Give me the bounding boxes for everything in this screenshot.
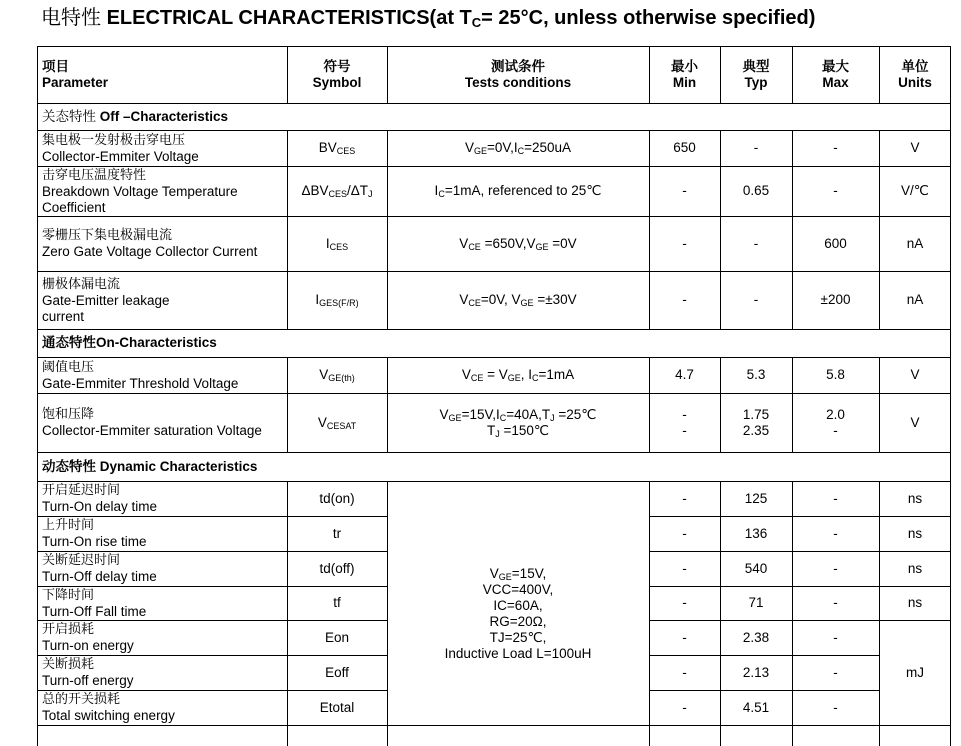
typ-iges: - xyxy=(753,292,759,307)
header-typ: 典型 Typ xyxy=(742,58,770,90)
max-bvces: - xyxy=(833,140,838,155)
unit-ices: nA xyxy=(906,235,924,251)
symbol-dbv: $\Delta BV_{CES}/\Delta T_J$ xyxy=(301,183,373,199)
min-vgeth: 4.7 xyxy=(675,367,694,382)
unit-tdon: ns xyxy=(907,490,923,506)
symbol-etotal: Etotal xyxy=(319,699,355,715)
param-vgeth: 阈值电压 Gate-Emmiter Threshold Voltage xyxy=(42,359,239,391)
symbol-iges: $I_{GES(F/R)}$ xyxy=(315,292,359,308)
param-iges: 栅极体漏电流 Gate-Emitter leakage current xyxy=(42,276,170,324)
min-etotal: - xyxy=(682,699,687,715)
condition-bvces: $V_{GE}=0V,I_C=250uA$ xyxy=(464,140,572,156)
max-vcesat: 2.0 - xyxy=(826,406,845,438)
param-tf: 下降时间 Turn-Off Fall time xyxy=(42,587,147,619)
unit-energy: mJ xyxy=(906,664,924,680)
section-on-characteristics: 通态特性On-Characteristics xyxy=(42,335,217,351)
max-tdon: - xyxy=(833,490,838,506)
param-vcesat: 饱和压降 Collector-Emmiter saturation Voltage xyxy=(42,407,262,438)
header-conditions: 测试条件 Tests conditions xyxy=(464,58,572,90)
max-vgeth: 5.8 xyxy=(826,367,845,382)
condition-iges: $V_{CE}=0V$, $V_{GE} =\pm 30V$ xyxy=(459,292,577,308)
typ-vcesat: 1.75 2.35 xyxy=(742,406,770,438)
max-tf: - xyxy=(833,595,838,610)
symbol-vgeth: $V_{GE(th)}$ xyxy=(319,367,355,383)
symbol-eoff: Eoff xyxy=(325,664,349,680)
page-title: 电特性 ELECTRICAL CHARACTERISTICS(at $T_C= 25^\circ C$, unless otherwise specified) xyxy=(41,5,816,30)
symbol-bvces: $BV_{CES}$ xyxy=(318,140,356,156)
max-iges: ±200 xyxy=(820,292,851,307)
typ-ices: - xyxy=(753,235,759,251)
max-tdoff: - xyxy=(833,560,838,576)
typ-tr: 136 xyxy=(744,525,768,541)
symbol-tdoff: td(off) xyxy=(319,560,355,576)
unit-vcesat: V xyxy=(910,414,920,430)
typ-eoff: 2.13 xyxy=(742,664,770,680)
min-eon: - xyxy=(682,629,687,645)
param-ices: 零栅压下集电极漏电流 Zero Gate Voltage Collector Current xyxy=(42,228,258,259)
param-tdoff: 关断延迟时间 Turn-Off delay time xyxy=(42,553,157,584)
unit-tdoff: ns xyxy=(907,560,923,576)
condition-ices: $V_{CE} =650V,V_{GE} =0V$ xyxy=(459,235,577,252)
unit-dbv: V/℃ xyxy=(901,183,929,198)
section-off-characteristics: 关态特性 Off –Characteristics xyxy=(42,108,229,125)
param-dbv: 击穿电压温度特性 Breakdown Voltage Temperature Coefficient xyxy=(42,167,238,215)
max-tr: - xyxy=(833,525,838,541)
min-eoff: - xyxy=(682,664,687,680)
symbol-eon: Eon xyxy=(324,629,350,645)
param-etotal: 总的开关损耗 Total switching energy xyxy=(42,692,175,723)
header-symbol: 符号 Symbol xyxy=(312,58,362,90)
param-tr: 上升时间 Turn-On rise time xyxy=(42,518,147,549)
min-tdon: - xyxy=(682,490,687,506)
symbol-tr: tr xyxy=(332,525,342,541)
unit-iges: nA xyxy=(906,292,924,307)
condition-vgeth: $V_{CE} = V_{GE}$, $I_C=1mA$ xyxy=(461,367,575,383)
symbol-tf: tf xyxy=(333,595,341,610)
header-max: 最大 Max xyxy=(822,58,849,90)
max-eoff: - xyxy=(833,664,838,680)
param-eon: 开启损耗 Turn-on energy xyxy=(42,622,134,653)
min-iges: - xyxy=(682,292,687,307)
section-dynamic-characteristics: 动态特性 Dynamic Characteristics xyxy=(42,458,258,475)
condition-dbv: $I_C=1mA$, referenced to 25℃ xyxy=(434,183,602,199)
param-bvces: 集电极一发射极击穿电压 Collector-Emmiter Voltage xyxy=(42,132,199,164)
param-tdon: 开启延迟时间 Turn-On delay time xyxy=(42,483,158,514)
symbol-tdon: td(on) xyxy=(319,490,355,506)
header-min: 最小 Min xyxy=(671,58,698,90)
typ-dbv: 0.65 xyxy=(742,183,770,198)
max-ices: 600 xyxy=(824,235,847,251)
electrical-characteristics-table xyxy=(37,46,951,746)
symbol-vcesat: $V_{CESAT}$ xyxy=(317,414,357,431)
param-eoff: 关断损耗 Turn-off energy xyxy=(42,657,134,688)
unit-tf: ns xyxy=(907,595,923,610)
max-eon: - xyxy=(833,629,838,645)
typ-tdoff: 540 xyxy=(744,560,768,576)
min-tf: - xyxy=(682,595,687,610)
unit-tr: ns xyxy=(907,525,923,541)
min-bvces: 650 xyxy=(673,140,696,155)
header-units: 单位 Units xyxy=(898,58,932,90)
unit-bvces: V xyxy=(910,140,920,155)
condition-dynamic: $V_{GE}=15V$, VCC=400V, IC=60A, RG=20Ω, TJ=25℃, Inductive Load L=100uH xyxy=(444,565,592,661)
min-vcesat: - - xyxy=(682,406,687,438)
max-etotal: - xyxy=(833,699,838,715)
min-tdoff: - xyxy=(682,560,687,576)
condition-vcesat: $V_{GE}=15V,I_C=40A,T_J$ =25℃ $T_J$ =150℃ xyxy=(439,406,597,439)
header-parameter: 项目 Parameter xyxy=(42,58,109,90)
min-ices: - xyxy=(682,235,687,251)
typ-vgeth: 5.3 xyxy=(746,367,766,382)
max-dbv: - xyxy=(833,183,838,198)
typ-tdon: 125 xyxy=(744,490,768,506)
typ-tf: 71 xyxy=(748,595,764,610)
min-tr: - xyxy=(682,525,687,541)
symbol-ices: $I_{CES}$ xyxy=(325,235,349,252)
typ-bvces: - xyxy=(753,140,759,155)
unit-vgeth: V xyxy=(910,367,920,382)
typ-etotal: 4.51 xyxy=(742,699,770,715)
min-dbv: - xyxy=(682,183,687,198)
typ-eon: 2.38 xyxy=(742,629,770,645)
